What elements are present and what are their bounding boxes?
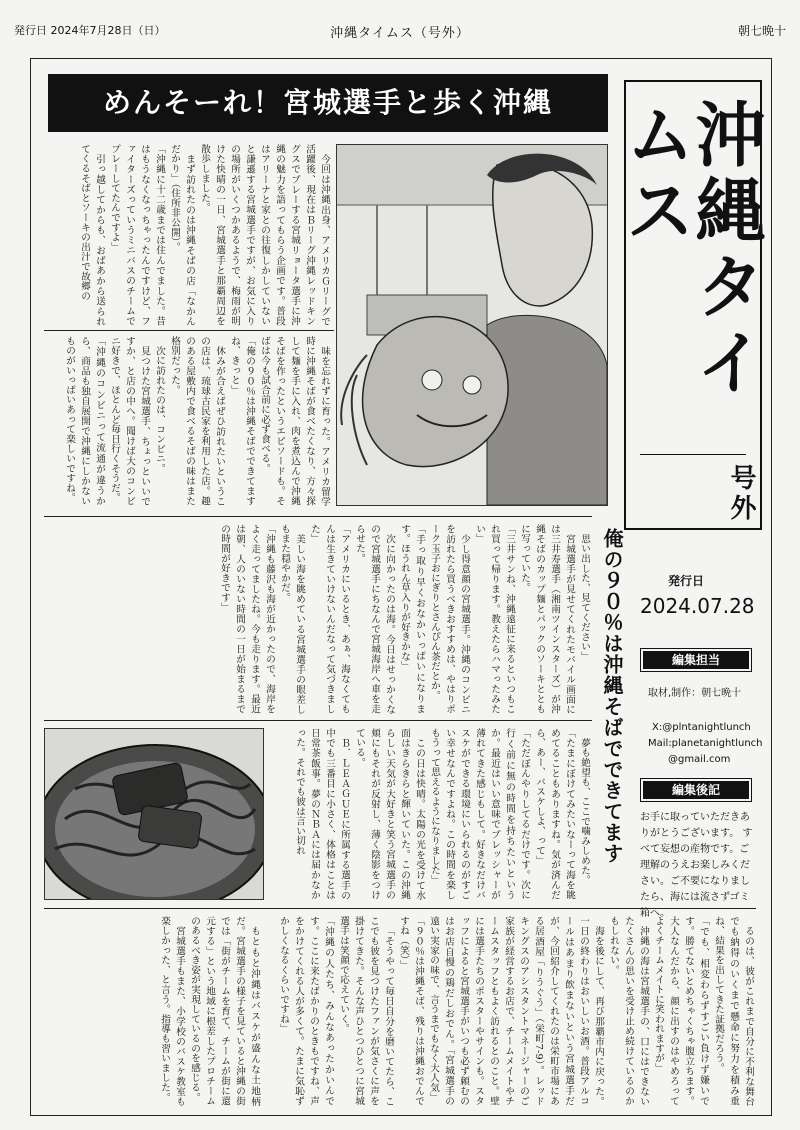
masthead xyxy=(614,80,766,530)
article-quote: 「でも、相変わらずすごい負けず嫌いです。勝てないとめちゃくちゃ腹立ちます。大人なんだから、顔に出すのはやめろってよくチームメイトに笑われますが」 xyxy=(653,916,709,1106)
column-rule xyxy=(44,516,592,517)
article-quote: 「三井サンね、沖縄遠征に来るといつもこれ買って帰ります。教えたらハマったみたい」 xyxy=(474,524,515,714)
issue-date-value: 2024.07.28 xyxy=(640,594,755,618)
article-paragraph: まず訪れたのは沖縄そばの店「なかんだかり」（住所非公開）。 xyxy=(169,144,195,326)
postscript-line: お手に取っていただきありがとうございます。 xyxy=(640,812,750,839)
article-quote: 「沖縄の人たち、みんなあったかいんです。ここに来たばかりのときもですね、声をかけてくれる人が多くて。たまに気恥ずかしくなるくらいですね」 xyxy=(278,916,334,1106)
article-paragraph: 次に向かったのは海。今日はせっかくなので宮城選手にちなんで宮城海岸へ車を走らせた。 xyxy=(354,524,395,714)
article-paragraph: 次に訪れたのは、コンビニ。 xyxy=(154,345,165,473)
article-column-3 xyxy=(44,524,592,714)
article-column-2 xyxy=(44,336,332,506)
article-quote: 「沖縄も藤沢も海が近かったので、海岸をよく走ってましたね。今も走ります。最近は朝、人のいない時間の一日が始まるまでの時間が好きです」 xyxy=(219,524,275,714)
article-paragraph: 今回は沖縄出身、アメリカＧリーグで活躍後、現在はＢリーグ沖縄レッドキングスでプレーする宮城リョータ選手に沖縄の魅力を語ってもらう企画です。普段はアリーナと家との往復しかしていないと謙遜する宮城選手ですが、お気に入りの場所がいくつかあるようで、梅雨が明けた快晴の一日、宮城選手と那覇周辺を散歩しました。 xyxy=(199,144,330,326)
article-paragraph: 少し得意顔の宮城選手。沖縄のコンビニを訪れたら買うべきおすすめは、やはりポーク玉子おにぎりとさんぴん茶だとか。 xyxy=(429,524,470,714)
postscript-label-box xyxy=(640,778,752,802)
article-paragraph: 夢も絶望も、ここで噛みしめた。 xyxy=(579,737,590,885)
article-paragraph: 引っ越してからも、おばあから送られてくるそばとソーキの出汁で故郷の xyxy=(79,144,105,326)
article-paragraph: 思い出した、見てください」 xyxy=(579,533,590,661)
player-illustration-art xyxy=(337,145,607,505)
contact-x: X:@plntanightlunch xyxy=(652,722,751,733)
article-quote: 「アメリカにいるとき、あぁ、海なくてもんは生きていけないんだなって気づきました」 xyxy=(309,524,350,714)
article-column-5 xyxy=(268,916,756,1106)
contact-mail-domain: @gmail.com xyxy=(668,754,731,765)
column-rule xyxy=(44,720,592,721)
headline: めんそーれ！宮城選手と歩く沖縄 xyxy=(48,74,608,132)
article-paragraph: るのは、彼がこれまで自分に不利な舞台でも納得のいくまで懸命に努力を積み重ね、結果を出してきた証拠だろう。 xyxy=(713,916,754,1106)
article-paragraph: 沖縄の海は宮城選手の、口にはできないたくさんの思いを受け止め続けているのかもしれない。 xyxy=(608,916,649,1106)
issue-date-label: 発行日 xyxy=(668,574,705,588)
article-paragraph: 海を後にして、再び那覇市内に戻った。一日の終わりはおいしいお酒。普段アルコールはあまり飲まないという宮城選手だが、今回紹介してくれたのは栄町市場にある居酒屋「りうぐう」（栄町7-9）。レッドキングスのアシスタントマネージャーのご家族が経営するお店で、チームメイトやチームスタッフともよく訪れるとのこと。壁には選手たちのポスターやサインも。スタッフによると宮城選手がいつも必ず頼むのはお店自慢の鶏だしおでん。「宮城選手の遠い実家の味で、言うまでもなく大人気」 xyxy=(428,916,604,1106)
soba-illustration xyxy=(44,728,264,900)
postscript-line: すべて妄想の産物です。ご理解のうえお楽しみください。ご不要になりましたら、海には流さずゴミ箱へ。 xyxy=(640,828,753,919)
article-quote: 「９０％は沖縄そば、残りは沖縄おでんですね（笑）」 xyxy=(398,916,424,1106)
editor-label: 編集担当 xyxy=(643,651,749,669)
author-name: 朝七晩十 xyxy=(737,24,786,38)
issue-date: 発行日 2024年7月28日（日） xyxy=(14,24,166,37)
article-paragraph: この日は快晴。太陽の光を受けて水面はきらきらと輝いていた。この沖縄らしい天気が大好きと笑う宮城選手の頬にもそれが反射し、薄く陰影をつけている。 xyxy=(354,728,425,900)
player-shisa-illustration xyxy=(336,144,608,506)
article-quote: 「手っ取り早くおなかいっぱいになります。ほうれん草入りが好きかな」 xyxy=(399,524,425,714)
column-rule xyxy=(44,330,334,331)
article-quote: 「沖縄のコンビニって流通が違うから、商品も独自展開で沖縄にしかないものがいっぱいあって楽しいですね。 xyxy=(64,336,105,506)
article-paragraph: 美しい海を眺めている宮城選手の眼差しもまた穏やかだ。 xyxy=(279,524,305,714)
article-paragraph: 「そうやって毎日自分を磨いてたら、ここでも彼を見つけたファンが気さくに声を掛けてきた。そんな声ひとつひとつに宮城選手は笑顔で応えていく。 xyxy=(338,916,394,1106)
sub-headline: 俺の９０％は沖縄そばでできてます xyxy=(600,528,624,864)
article-column-4 xyxy=(268,728,592,900)
article-paragraph: 味を忘れずに育った。アメリカ留学時に沖縄そばが食べたくなり、方々探して麺を手に入れ、肉を煮込んで沖縄そばを作ったというエピソードも。そばは今も試合前に必ず食べる。 xyxy=(259,336,330,506)
article-quote: 「俺の９０％は沖縄そばでできてますね、きっと」 xyxy=(229,336,255,506)
article-paragraph: 休みが合えばぜひ訪れたいというこの店は、琉球古民家を利用した店。趣のある屋敷内で食べるそばの味はまた格別だった。 xyxy=(169,336,225,506)
postscript-text xyxy=(640,810,758,922)
paper-name: 沖縄タイムス（号外） xyxy=(330,26,470,41)
article-paragraph: もともと沖縄はバスケが盛んな土地柄だ。宮城選手の様子を見ていると沖縄の街では「街がチームを育て、チームが街に還元する」という地域に根差したプロチームのあるべき姿が実現しているのを感じる。 xyxy=(189,916,260,1106)
article-quote: 「たまにぼけてみたいなーって海を眺めてることもありますね。気が済んだら、あー、バスケしよ、って」 xyxy=(534,728,575,900)
postscript-label: 編集後記 xyxy=(643,781,749,799)
masthead-subtitle: 号外 xyxy=(726,464,756,524)
editor-label-box xyxy=(640,648,752,672)
masthead-divider xyxy=(640,454,746,455)
article-paragraph: Ｂ．ＬＥＡＧＵＥに所属する選手の中でも三番目に小さく、体格はことは日常茶飯事。夢のＮＢＡには届かなかった。それでも彼は言い切れ xyxy=(294,728,350,900)
masthead-title: 沖縄タイムス xyxy=(614,98,766,402)
top-info-bar xyxy=(14,22,786,42)
article-column-1 xyxy=(44,144,332,326)
article-column-6 xyxy=(44,916,262,1106)
soba-bowl-art xyxy=(45,729,263,899)
article-quote: 「ただぼんやりしてるだけです。次に行く前に無の時間を持ちたいというか。最近はいい意味でプレッシャーが薄れてきた感じもして。好きなだけバスケができる環境にいられるのがすごい幸せなんですよね。この時間を楽しもうって思えるようになりました」 xyxy=(429,728,530,900)
article-paragraph: 宮城選手が見せてくれたモバイル画面には三井寿選手（湘南ツインスターズ）が沖縄そばのカップ麺とパックのソーキとともに写っていた。 xyxy=(519,524,575,714)
editor-credit: 取材,制作：朝七晩十 xyxy=(648,688,742,699)
article-paragraph: 見つけた宮城選手、ちょっといいですか、と店の中へ。聞けば大のコンビニ好きで、ほとんど毎日行くそうだ。 xyxy=(109,336,150,506)
contact-mail: Mail:planetanightlunch xyxy=(648,738,763,749)
article-quote: 「沖縄に十二歳までは住んでました。昔はもうなくなっちゃったんですけど、ファイターズっていうミニバスのチームでプレーしてたんですよ」 xyxy=(109,144,165,326)
article-paragraph: 宮城選手もまた、小学校のバスケ教室も楽しかった、と言う。指導も習いました。 xyxy=(159,916,185,1106)
